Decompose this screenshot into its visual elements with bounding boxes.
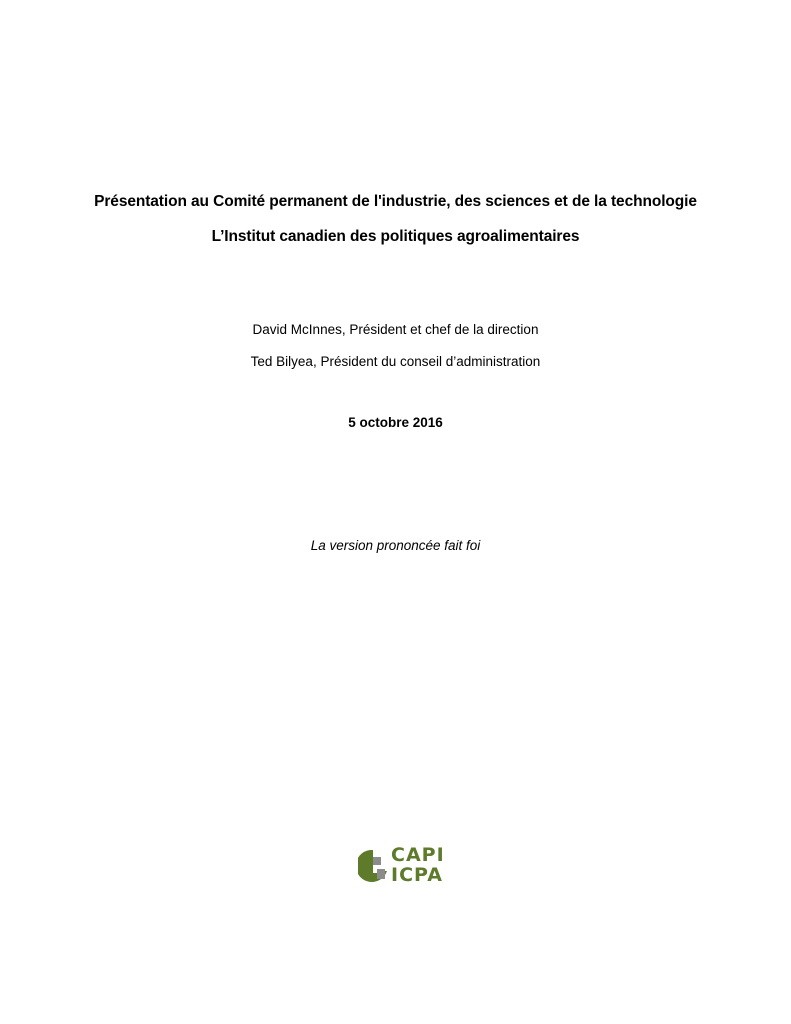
author-line-1: David McInnes, Président et chef de la direction	[252, 322, 539, 337]
document-title: Présentation au Comité permanent de l'industrie, des sciences et de la technologie	[94, 193, 697, 210]
delivery-note: La version prononcée fait foi	[310, 538, 481, 553]
logo-text-capi: CAPI	[391, 844, 445, 866]
document-subtitle: L’Institut canadien des politiques agroalimentaires	[211, 228, 580, 245]
author-line-2: Ted Bilyea, Président du conseil d’administration	[250, 354, 541, 369]
logo-text-icpa: ICPA	[391, 864, 443, 886]
logo-wordmark	[391, 845, 445, 885]
document-date: 5 octobre 2016	[348, 415, 443, 430]
capi-icpa-logo	[358, 845, 448, 887]
capi-logo-mark-icon	[358, 845, 388, 887]
